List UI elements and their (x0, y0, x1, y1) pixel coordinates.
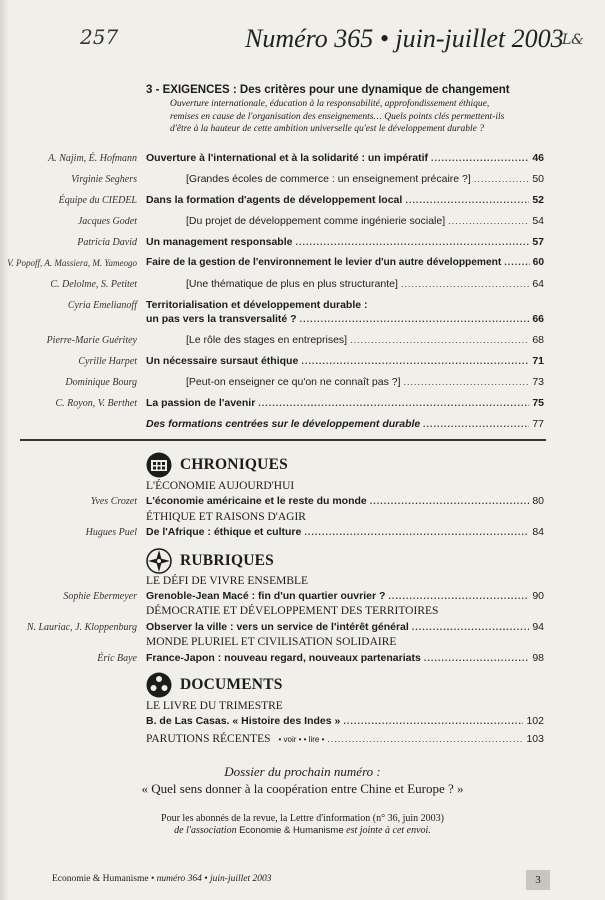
toc-title[interactable]: [Le rôle des stages en entreprises] (186, 334, 348, 346)
subsection-title: LE DÉFI DE VIVRE ENSEMBLE (146, 575, 309, 587)
subsection-title: LE LIVRE DU TRIMESTRE (146, 700, 283, 712)
toc-row[interactable] (0, 376, 605, 392)
toc-title[interactable]: Des formations centrées sur le développement durable (146, 418, 421, 430)
note-association-name: Economie & Humanisme (239, 825, 344, 836)
toc-row[interactable] (0, 418, 605, 434)
toc-title[interactable]: [Peut-on enseigner ce qu'on ne connaît pas ?] (186, 376, 401, 388)
toc-author: Pierre-Marie Guéritey (46, 335, 137, 346)
toc-title[interactable]: un pas vers la transversalité ? (146, 313, 297, 325)
toc-title[interactable]: Un management responsable (146, 236, 293, 248)
toc-title[interactable]: [Une thématique de plus en plus structurante] (186, 278, 398, 290)
toc-page: 84 (532, 526, 544, 538)
toc-row[interactable] (0, 733, 605, 749)
subscriber-note-line1: Pour les abonnés de la revue, la Lettre d'information (n° 36, juin 2003) (161, 813, 444, 824)
chroniques-header (146, 452, 288, 478)
toc-row[interactable] (0, 355, 605, 371)
subsection-title: MONDE PLURIEL ET CIVILISATION SOLIDAIRE (146, 636, 397, 648)
toc-author: Hugues Puel (85, 527, 137, 538)
toc-extra: • voir • • lire • (278, 735, 325, 744)
toc-page: 75 (532, 397, 544, 409)
toc-author: Patricia David (77, 237, 137, 248)
building-icon (146, 452, 172, 478)
toc-author: Cyria Emelianoff (67, 300, 137, 311)
note-part: de l'association (174, 825, 237, 836)
toc-title[interactable]: France-Japon : nouveau regard, nouveaux partenariats (146, 652, 421, 664)
toc-row[interactable] (0, 397, 605, 413)
toc-page: 68 (532, 334, 544, 346)
note-part: est jointe à cet envoi. (346, 825, 431, 836)
toc-page: 46 (532, 152, 544, 164)
section-3-description: Ouverture internationale, éducation à la responsabilité, approfondissement éthique, remises en cause de l'organisation des enseignements… Quels points clés permettent-ils d'être à la hauteur de cette ambition universelle qu'est le développement durable ? (170, 99, 505, 134)
page-number: 3 (526, 870, 550, 890)
toc-row[interactable] (0, 313, 605, 329)
compass-icon (146, 548, 172, 574)
documents-header (146, 672, 283, 698)
toc-page: 103 (526, 733, 544, 745)
next-issue-label: Dossier du prochain numéro : (224, 764, 381, 779)
toc-page: 57 (532, 236, 544, 248)
toc-author: Virginie Seghers (71, 174, 137, 185)
toc-row[interactable] (0, 621, 605, 637)
page-footer (52, 874, 272, 884)
toc-author: N. Lauriac, J. Kloppenburg (26, 622, 137, 633)
toc-row[interactable] (0, 173, 605, 189)
section-divider (20, 439, 546, 441)
toc-title[interactable]: L'économie américaine et le reste du monde (146, 495, 367, 507)
toc-page: 80 (532, 495, 544, 507)
toc-row[interactable] (0, 495, 605, 511)
footer-publication: Economie & Humanisme • (52, 874, 155, 884)
toc-page: 102 (526, 715, 544, 727)
toc-title[interactable]: La passion de l'avenir (146, 397, 256, 409)
toc-page: 64 (532, 278, 544, 290)
toc-author: Sophie Ebermeyer (63, 591, 137, 602)
toc-title[interactable]: [Grandes écoles de commerce : un enseignement précaire ?] (186, 173, 471, 185)
toc-title[interactable]: De l'Afrique : éthique et culture (146, 526, 302, 538)
toc-author: A. Najim, É. Hofmann (48, 153, 137, 164)
toc-author: Cyrille Harpet (78, 356, 137, 367)
toc-author: C. Royon, V. Berthet (55, 398, 137, 409)
toc-page: 60 (532, 257, 544, 268)
chroniques-label: CHRONIQUES (180, 456, 288, 473)
subscriber-note-line2 (0, 825, 605, 836)
toc-title[interactable]: Grenoble-Jean Macé : fin d'un quartier ouvrier ? (146, 590, 386, 602)
toc-title[interactable]: PARUTIONS RÉCENTES (146, 733, 271, 745)
toc-page: 73 (532, 376, 544, 388)
toc-row[interactable] (0, 215, 605, 231)
toc-row[interactable] (0, 257, 605, 273)
handwritten-note: 257 (80, 25, 119, 49)
toc-row[interactable] (0, 236, 605, 252)
toc-title-line1[interactable]: Territorialisation et développement durable : (146, 299, 368, 311)
toc-page: 52 (532, 194, 544, 206)
toc-title[interactable]: Observer la ville : vers un service de l'intérêt général (146, 621, 409, 633)
toc-page: 90 (532, 590, 544, 602)
documents-label: DOCUMENTS (180, 676, 283, 693)
footer-issue: numéro 364 • juin-juillet 2003 (156, 874, 272, 884)
toc-row[interactable] (0, 526, 605, 542)
film-reel-icon (146, 672, 172, 698)
toc-row[interactable] (0, 278, 605, 294)
toc-page: 66 (532, 313, 544, 325)
toc-author: Yves Crozet (90, 496, 137, 507)
toc-row[interactable] (0, 152, 605, 168)
toc-title[interactable]: B. de Las Casas. « Histoire des Indes » (146, 715, 341, 727)
toc-author: V. Popoff, A. Massiera, M. Yameogo (7, 258, 137, 268)
toc-author: Jacques Godet (77, 216, 137, 227)
toc-row[interactable] (0, 194, 605, 210)
toc-author: Éric Baye (97, 653, 137, 664)
issue-title: Numéro 365 • juin-juillet 2003 (245, 24, 564, 53)
toc-row[interactable] (0, 590, 605, 606)
toc-page: 50 (532, 173, 544, 185)
toc-page: 71 (532, 355, 544, 367)
toc-page: 98 (532, 652, 544, 664)
subsection-title: ÉTHIQUE ET RAISONS D'AGIR (146, 511, 306, 523)
toc-title[interactable]: [Du projet de développement comme ingénierie sociale] (186, 215, 446, 227)
section-3-title: 3 - EXIGENCES : Des critères pour une dynamique de changement (146, 84, 510, 96)
toc-page: 54 (532, 215, 544, 227)
toc-title[interactable]: Ouverture à l'international et à la solidarité : un impératif (146, 152, 428, 164)
subsection-title: L'ÉCONOMIE AUJOURD'HUI (146, 480, 295, 492)
toc-author: Dominique Bourg (65, 377, 137, 388)
toc-row[interactable] (0, 652, 605, 668)
toc-row[interactable] (0, 715, 605, 731)
corner-handwritten-mark: L& (562, 32, 584, 48)
rubriques-header (146, 548, 274, 574)
toc-title[interactable]: Un nécessaire sursaut éthique (146, 355, 299, 367)
rubriques-label: RUBRIQUES (180, 552, 274, 569)
toc-author: Équipe du CIEDEL (58, 195, 137, 206)
toc-row[interactable] (0, 334, 605, 350)
toc-page: 77 (532, 418, 544, 430)
toc-title[interactable]: Faire de la gestion de l'environnement le levier d'un autre développement (146, 257, 502, 268)
toc-title[interactable]: Dans la formation d'agents de développement local (146, 194, 403, 206)
subsection-title: DÉMOCRATIE ET DÉVELOPPEMENT DES TERRITOIRES (146, 605, 439, 617)
toc-page: 94 (532, 621, 544, 633)
next-issue-question: « Quel sens donner à la coopération entre Chine et Europe ? » (141, 781, 464, 796)
toc-author: C. Delolme, S. Petitet (50, 279, 137, 290)
